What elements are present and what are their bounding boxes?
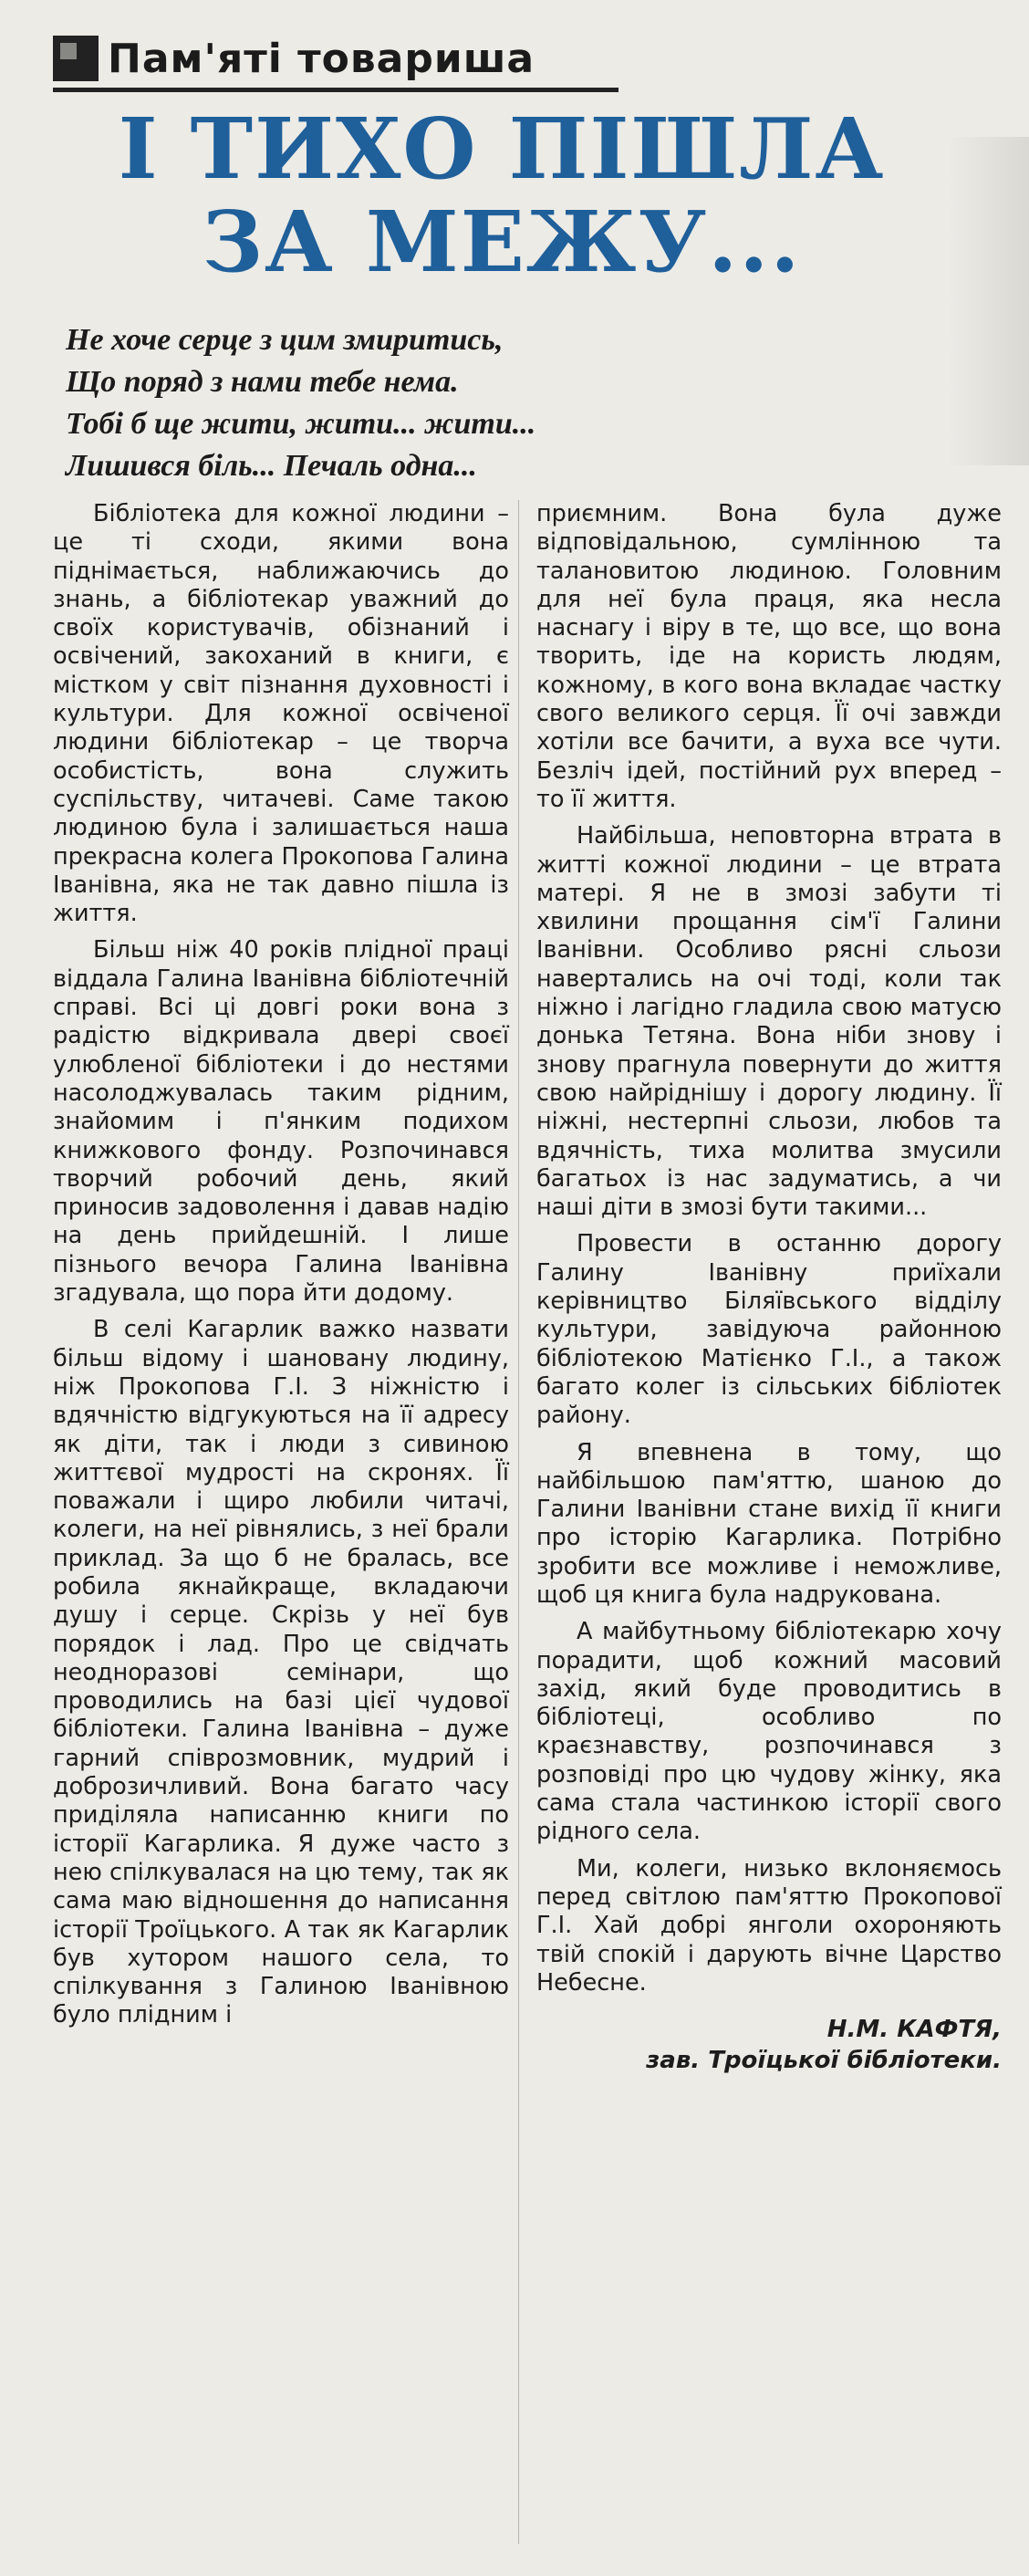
- rubric-underline: [53, 88, 618, 92]
- author-position: зав. Троїцької бібліотеки.: [646, 2047, 1002, 2075]
- article-column-left: [53, 500, 509, 2039]
- article-title: [55, 99, 949, 291]
- epigraph-poem: [66, 319, 887, 487]
- paragraph: Більш ніж 40 років плідної праці віддала Галина Іванівна бібліотечній справі. Всі ці довгі роки вона з радістю відкривала двері своєї улюбленої бібліотеки і до нестями насолоджувалась таким рідним, знайомим і п'янким подихом книжкового фонду. Розпочинався творчий робочий день, який приносив задоволення і давав надію на день прийдешній. І лише пізнього вечора Галина Іванівна згадувала, що пора йти додому.: [53, 936, 509, 1308]
- paragraph: Найбільша, неповторна втрата в житті кожної людини – це втрата матері. Я не в змозі забути ті хвилини прощання сім'ї Галини Іванівни. Особливо рясні сльози навертались на очі тоді, коли так ніжно і лагідно гладила свою матусю донька Тетяна. Вона ніби знову і знову прагнула повернути до життя свою найріднішу і дорогу людину. Її ніжні, нестерпні сльози, любов та вдячність, тиха молитва змусили багатьох із нас задуматись, а чи наші діти в змозі бути такими...: [536, 822, 1002, 1222]
- article-column-right: [536, 500, 1002, 2076]
- author-name: Н.М. КАФТЯ,: [826, 2016, 1002, 2044]
- poem-line: Лишився біль... Печаль одна...: [66, 449, 477, 483]
- paragraph: А майбутньому бібліотекарю хочу порадити, щоб кожний масовий захід, який буде проводитись в бібліотеці, особливо по краєзнавству, розпочинався з розповіді про цю чудову жінку, яка сама стала частинкою історії свого рідного села.: [536, 1618, 1002, 1846]
- paragraph: Провести в останню дорогу Галину Іванівну приїхали керівництво Біляївського відділу культури, завідуюча районною бібліотекою Матієнко Г.І., а також багато колег із сільських бібліотек району.: [536, 1230, 1002, 1430]
- rubric-label: Пам'яті товариша: [108, 35, 535, 82]
- paragraph: В селі Кагарлик важко назвати більш відому і шановану людину, ніж Прокопова Г.І. З ніжністю і вдячністю відгукуються на її адресу як діти, так і люди з сивиною життєвої мудрості на скронях. Її поважали і щиро любили читачі, колеги, на неї рівнялись, з неї брали приклад. За що б не бралась, все робила якнайкраще, вкладаючи душу і серце. Скрізь у неї був порядок і лад. Про це свідчать неодноразові семінари, що проводились на базі цієї чудової бібліотеки. Галина Іванівна – дуже гарний співрозмовник, мудрий і доброзичливий. Вона багато часу приділяла написанню книги по історії Кагарлика. Я дуже часто з нею спілкувалася на цю тему, так як сама маю відношення до написання історії Троїцького. А так як Кагарлик був хутором нашого села, то спілкування з Галиною Іванівною було плідним і: [53, 1316, 509, 2029]
- paragraph: приємним. Вона була дуже відповідальною, сумлінною та талановитою людиною. Головним для неї була праця, яка несла наснагу і віру в те, що все, що вона творить, іде на користь людям, кожному, в кого вона вкладає частку свого великого серця. Її очі завжди хотіли все бачити, а вуха все чути. Безліч ідей, постійний рух вперед – то її життя.: [536, 500, 1002, 813]
- poem-line: Не хоче серце з цим змиритись,: [66, 323, 504, 357]
- column-divider: [518, 500, 519, 2544]
- author-signature: [536, 2014, 1002, 2076]
- poem-line: Що поряд з нами тебе нема.: [66, 365, 459, 399]
- poem-line: Тобі б ще жити, жити... жити...: [66, 407, 536, 441]
- rubric-square-icon: [53, 36, 99, 81]
- rubric-header: [53, 31, 535, 86]
- title-line-1: І ТИХО ПІШЛА: [118, 99, 886, 198]
- adjacent-page-edge: [949, 137, 1029, 465]
- paragraph: Бібліотека для кожної людини – це ті сходи, якими вона піднімається, наближаючись до знань, а бібліотекар уважний до своїх користувачів, обізнаний і освічений, закоханий в книги, є містком у світ пізнання духовності і культури. Для кожної освіченої людини бібліотекар – це творча особистість, вона служить суспільству, читачеві. Саме такою людиною була і залишається наша прекрасна колега Прокопова Галина Іванівна, яка не так давно пішла із життя.: [53, 500, 509, 928]
- paragraph: Я впевнена в тому, що найбільшою пам'яттю, шаною до Галини Іванівни стане вихід її книги про історію Кагарлика. Потрібно зробити все можливе і неможливе, щоб ця книга була надрукована.: [536, 1438, 1002, 1609]
- title-line-2: ЗА МЕЖУ...: [202, 193, 802, 291]
- paragraph: Ми, колеги, низько вклоняємось перед світлою пам'яттю Прокопової Г.І. Хай добрі янголи охороняють твій спокій і дарують вічне Царство Небесне.: [536, 1854, 1002, 1997]
